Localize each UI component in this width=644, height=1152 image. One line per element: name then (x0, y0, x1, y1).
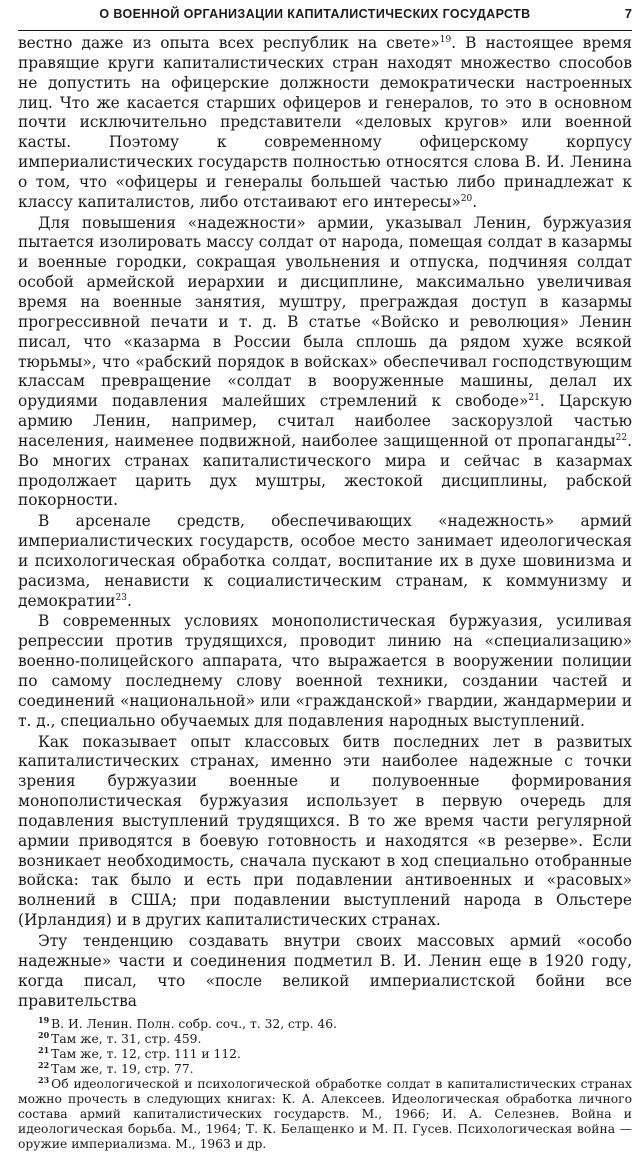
paragraph-text: . (126, 591, 132, 610)
footnote (18, 1074, 632, 1152)
paragraph-text: Как показывает опыт классовых битв последних лет в развитых капиталистических странах, именно эти наиболее надежные с точки зрения буржуазии военные и полувоенные формирования монополистическая буржуазия использует в первую очередь для подавления выступлений трудящихся. В то же время части регулярной армии приводятся в боевую готовность и находятся «в резерве». Если возникает необходимость, сначала пускают в ход специально отобранные войска: так было и есть при подавлении антивоенных и «расовых» волнений в США; при подавлении выступлений народа в Ольстере (Ирландия) и в других капиталистических странах. (18, 732, 632, 930)
paragraph-text: . В настоящее время правящие круги капиталистических стран находят множество способов не допустить на офицерские должности демократически настроенных лиц. Что же касается старших офицеров и генералов, то это в основном почти исключительно представители «деловых кругов» или военной касты. Поэтому к современному офицерскому корпусу империалистических государств полностью относятся слова В. И. Ленина о том, что «офицеры и генералы большей частью либо принадлежат к классу капиталистов, либо отстаивают его интересы» (18, 34, 632, 211)
paragraph-text: вестно даже из опыта всех республик на свете» (18, 34, 440, 52)
paragraph-text: . Во многих странах капиталистического мира и сейчас в казармах продолжает царить дух муштры, жестокой дисциплины, рабской покорности. (18, 431, 632, 510)
footnote-text: Об идеологической и психологической обработке солдат в капиталистических странах можно прочесть в следующих книгах: К. А. Алексеев. Идеологическая обработка личного состава армий капиталистических государств. М., 1966; И. А. Селезнев. Война и идеологическая борьба. М., 1964; Т. К. Белащенко и М. П. Гусев. Психологическая война — оружие империализма. М., 1963 и др. (18, 1076, 632, 1151)
paragraph-text: В арсенале средств, обеспечивающих «надежность» армий империалистических государств, особое место занимает идеологическая и психологическая обработка солдат, воспитание их в духе шовинизма и расизма, ненависти к социалистическим странам, к коммунизму и демократии (18, 512, 632, 610)
running-title: О ВОЕННОЙ ОРГАНИЗАЦИИ КАПИТАЛИСТИЧЕСКИХ ГОСУДАРСТВ (99, 7, 531, 21)
footnote (18, 1047, 632, 1062)
footnote (18, 1017, 632, 1032)
paragraph-text: . (472, 192, 478, 211)
paragraph-text: Для повышения «надежности» армии, указывал Ленин, буржуазия пытается изолировать массу солдат от народа, помещая солдат в казармы и военные городки, сокращая увольнения и отпуска, подчиняя солдат особой армейской иерархии и дисциплине, максимально увеличивая время на военные занятия, муштру, преграждая доступ в казармы прогрессивной печати и т. д. В статье «Войско и революция» Ленин писал, что «казарма в России была сплошь да рядом хуже всякой тюрьмы», что «рабский порядок в войсках» обеспечивал господствующим классам превращение «солдат в вооруженные машины, делал их орудиями подавления малейших стремлений к свободе» (18, 213, 632, 411)
footnote-text: Там же, т. 31, стр. 459. (51, 1032, 202, 1047)
footnote (18, 1059, 632, 1077)
footnote-text: Там же, т. 12, стр. 111 и 112. (51, 1047, 241, 1062)
footnote-text: Там же, т. 19, стр. 77. (51, 1062, 194, 1077)
paragraph-text: . Царскую армию Ленин, например, считал наиболее заскорузлой частью населения, наименее подвижной, наиболее защищенной от пропаганды (18, 392, 632, 450)
footnote-number: 22 (38, 1059, 50, 1070)
footnote-ref: 20 (460, 193, 473, 204)
body-text (18, 34, 632, 1011)
footnote-text: В. И. Ленин. Полн. собр. соч., т. 32, стр. 46. (51, 1017, 337, 1032)
footnote-ref: 19 (439, 34, 452, 45)
footnotes (18, 1017, 632, 1151)
footnote-ref: 21 (528, 393, 540, 404)
paragraph (18, 612, 632, 731)
footnote-number: 20 (38, 1030, 50, 1041)
footnote-ref: 23 (115, 592, 127, 603)
footnote-ref: 22 (615, 432, 628, 443)
paragraph (18, 512, 632, 611)
page-number: 7 (624, 6, 632, 21)
paragraph (18, 34, 632, 213)
paragraph (18, 733, 632, 931)
paragraph-text: В современных условиях монополистическая буржуазия, усиливая репрессии против трудящихся, проводит линию на «специализацию» военно-полицейского аппарата, что выражается в вооружении полиции по самому последнему слову военной техники, создании частей и соединений «национальной» или «гражданской» гвардии, жандармерии и т. д., специально обучаемых для подавления народных выступлений. (18, 612, 632, 730)
paragraph (18, 932, 632, 1011)
paragraph (18, 214, 632, 512)
paragraph-text: Эту тенденцию создавать внутри своих массовых армий «особо надежные» части и соединения подметил В. И. Ленин еще в 1920 году, когда писал, что «после великой империалистской бойни все правительства (18, 931, 632, 1010)
footnote-number: 19 (38, 1015, 50, 1026)
footnote-number: 23 (38, 1074, 50, 1085)
running-header (18, 6, 632, 31)
footnote-number: 21 (38, 1045, 50, 1056)
footnote (18, 1032, 632, 1047)
